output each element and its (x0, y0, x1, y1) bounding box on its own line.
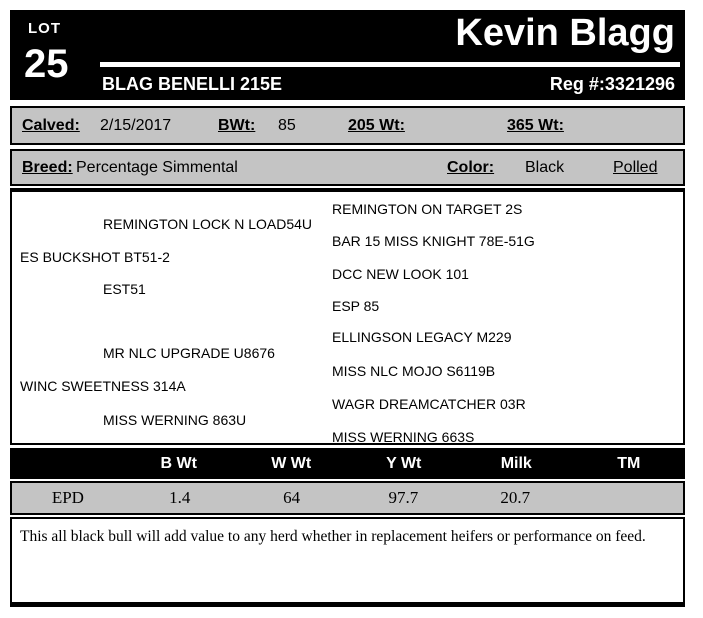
description-note-box (10, 517, 685, 607)
pedigree-sire-sire-sire: REMINGTON ON TARGET 2S (332, 201, 523, 217)
pedigree-sire-dam-dam: ESP 85 (332, 298, 380, 314)
epd-col-spacer (10, 448, 123, 479)
breed-label: Breed: (22, 158, 73, 176)
animal-name: BLAG BENELLI 215E (102, 74, 283, 94)
pedigree-sire-dam-sire: DCC NEW LOOK 101 (332, 266, 469, 282)
epd-weaning-weight-value: 64 (283, 488, 301, 507)
lot-number: 25 (24, 42, 69, 86)
weight-365-label: 365 Wt: (507, 116, 564, 134)
pedigree-dam-sire-sire: ELLINGSON LEGACY M229 (332, 329, 512, 345)
color-label: Color: (447, 158, 495, 176)
breed-value: Percentage Simmental (76, 158, 238, 176)
epd-yearling-weight-value: 97.7 (388, 488, 419, 507)
lot-header (10, 10, 685, 100)
pedigree-sire: ES BUCKSHOT BT51-2 (20, 249, 170, 265)
epd-col-yearling-weight: Y Wt (386, 455, 422, 472)
pedigree-dam-sire-dam: MISS NLC MOJO S6119B (332, 363, 496, 379)
epd-table-header (10, 448, 685, 479)
birth-weight-label: BWt: (218, 116, 256, 134)
lot-label: LOT (28, 20, 61, 37)
registration-number: Reg #:3321296 (549, 74, 675, 94)
epd-birth-weight-value: 1.4 (169, 488, 191, 507)
pedigree-sire-dam: EST51 (103, 281, 146, 297)
epd-col-milk: Milk (500, 455, 532, 472)
epd-col-weaning-weight: W Wt (271, 455, 312, 472)
epd-row-label: EPD (51, 488, 84, 507)
weight-205-label: 205 Wt: (348, 116, 405, 134)
epd-col-tm: TM (617, 455, 641, 472)
epd-table-row (10, 481, 685, 515)
polled-label: Polled (613, 158, 658, 176)
pedigree-section (10, 188, 685, 445)
color-value: Black (525, 158, 565, 176)
pedigree-dam: WINC SWEETNESS 314A (20, 378, 186, 394)
birth-weight-value: 85 (278, 116, 296, 134)
header-divider-line (100, 62, 680, 67)
calved-value: 2/15/2017 (100, 116, 172, 134)
pedigree-dam-dam: MISS WERNING 863U (103, 412, 247, 428)
breed-info-row (10, 149, 685, 186)
owner-name: Kevin Blagg (455, 12, 675, 54)
calved-label: Calved: (22, 116, 80, 134)
epd-milk-value: 20.7 (500, 488, 531, 507)
description-note-text: This all black bull will add value to any herd whether in replacement heifers or performance on feed. (20, 528, 646, 545)
pedigree-dam-dam-dam: MISS WERNING 663S (332, 429, 475, 445)
pedigree-dam-dam-sire: WAGR DREAMCATCHER 03R (332, 396, 526, 412)
epd-tm-value (571, 483, 683, 513)
birth-info-row (10, 106, 685, 145)
pedigree-sire-sire-dam: BAR 15 MISS KNIGHT 78E-51G (332, 233, 535, 249)
pedigree-sire-sire: REMINGTON LOCK N LOAD54U (103, 216, 313, 232)
epd-col-birth-weight: B Wt (160, 455, 197, 472)
pedigree-dam-sire: MR NLC UPGRADE U8676 (103, 345, 275, 361)
